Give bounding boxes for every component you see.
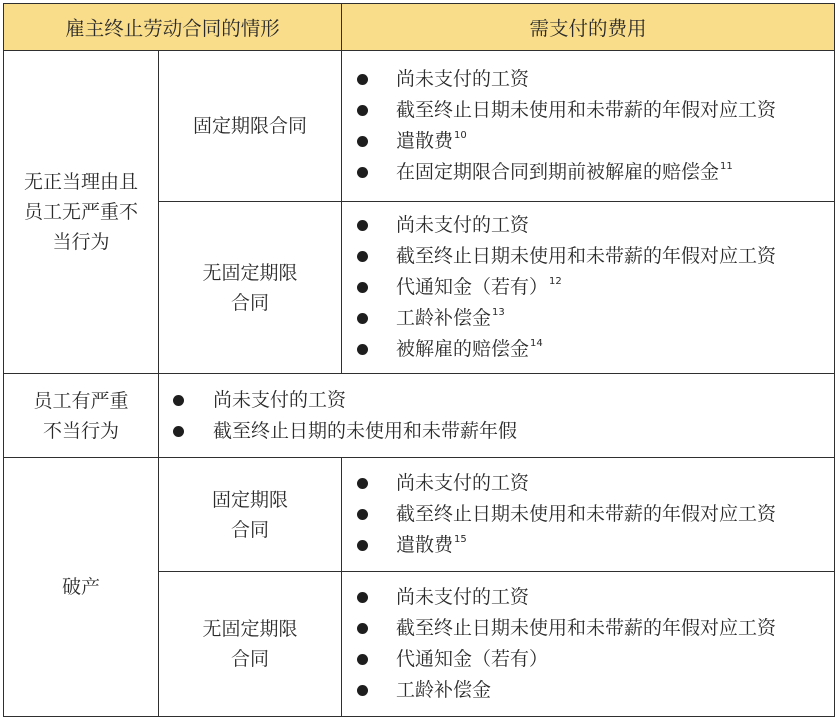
list-item: 截至终止日期未使用和未带薪的年假对应工资 [342,499,834,530]
contract-line: 固定期限合同 [193,115,308,137]
list-item: 尚未支付的工资 [342,210,834,241]
table-row [4,458,835,572]
list-item: 尚未支付的工资 [342,582,834,613]
situation-line: 破产 [61,576,100,598]
footnote-ref: 13 [492,307,505,318]
bullet-icon [357,654,368,665]
footnote-ref: 11 [720,161,733,172]
list-item: 在固定期限合同到期前被解雇的赔偿金$^{11}$ [342,157,834,188]
list-item: 被解雇的赔偿金$^{14}$ [342,334,834,365]
situation-line: 无正当理由且 [23,171,138,193]
costs-cell [342,572,835,717]
list-item: 截至终止日期未使用和未带薪的年假对应工资 [342,95,834,126]
contract-line: 无固定期限 [202,261,298,284]
list-item: 工龄补偿金$^{13}$ [342,303,834,334]
bullet-icon [357,167,368,178]
cost-list [342,210,834,365]
header-row [4,4,835,51]
list-item: 代通知金（若有）$^{12}$ [342,272,834,303]
contract-line: 无固定期限 [202,618,298,640]
costs-cell [342,458,835,572]
footnote-ref: 10 [454,130,467,141]
contract-type-open-ended [159,202,342,374]
list-item: 代通知金（若有） [342,644,834,675]
contract-line: 合同 [231,291,270,314]
bullet-icon [357,74,368,85]
list-item: 尚未支付的工资 [159,385,834,416]
contract-line: 固定期限 [212,488,289,511]
costs-cell [342,51,835,202]
cost-list [342,582,834,706]
bullet-icon [357,592,368,603]
bullet-icon [357,136,368,147]
cost-list [342,468,834,561]
contract-type-fixed-term [159,458,342,572]
list-item: 遣散费$^{15}$ [342,530,834,561]
situation-line: 员工有严重 [33,389,129,412]
bullet-icon [357,220,368,231]
list-item: 尚未支付的工资 [342,64,834,95]
table-row [4,374,835,458]
list-item: 截至终止日期未使用和未带薪的年假对应工资 [342,241,834,272]
list-item: 截至终止日期的未使用和未带薪年假 [159,416,834,447]
header-costs: 需支付的费用 [342,4,835,51]
list-item: 尚未支付的工资 [342,468,834,499]
cost-list [159,385,834,447]
situation-bankruptcy [4,458,159,717]
bullet-icon [357,509,368,520]
situation-line: 员工无严重不 [23,201,138,223]
contract-type-fixed-term [159,51,342,202]
situation-line: 当行为 [52,231,110,253]
situation-line: 不当行为 [42,419,119,442]
bullet-icon [173,426,184,437]
bullet-icon [357,344,368,355]
bullet-icon [357,105,368,116]
situation-no-misconduct [4,51,159,374]
bullet-icon [357,685,368,696]
footnote-ref: 12 [549,276,562,287]
costs-cell [159,374,835,458]
situation-serious-misconduct [4,374,159,458]
costs-cell [342,202,835,374]
bullet-icon [357,540,368,551]
cost-list [342,64,834,188]
header-situation: 雇主终止劳动合同的情形 [4,4,342,51]
contract-type-open-ended [159,572,342,717]
bullet-icon [357,251,368,262]
list-item: 截至终止日期未使用和未带薪的年假对应工资 [342,613,834,644]
contract-line: 合同 [231,648,270,670]
table-row [4,51,835,202]
termination-costs-table [3,3,835,717]
bullet-icon [357,282,368,293]
bullet-icon [357,313,368,324]
bullet-icon [173,395,184,406]
bullet-icon [357,478,368,489]
list-item: 遣散费$^{10}$ [342,126,834,157]
footnote-ref: 15 [454,534,467,545]
footnote-ref: 14 [530,338,543,349]
contract-line: 合同 [231,518,270,541]
bullet-icon [357,623,368,634]
list-item: 工龄补偿金 [342,675,834,706]
